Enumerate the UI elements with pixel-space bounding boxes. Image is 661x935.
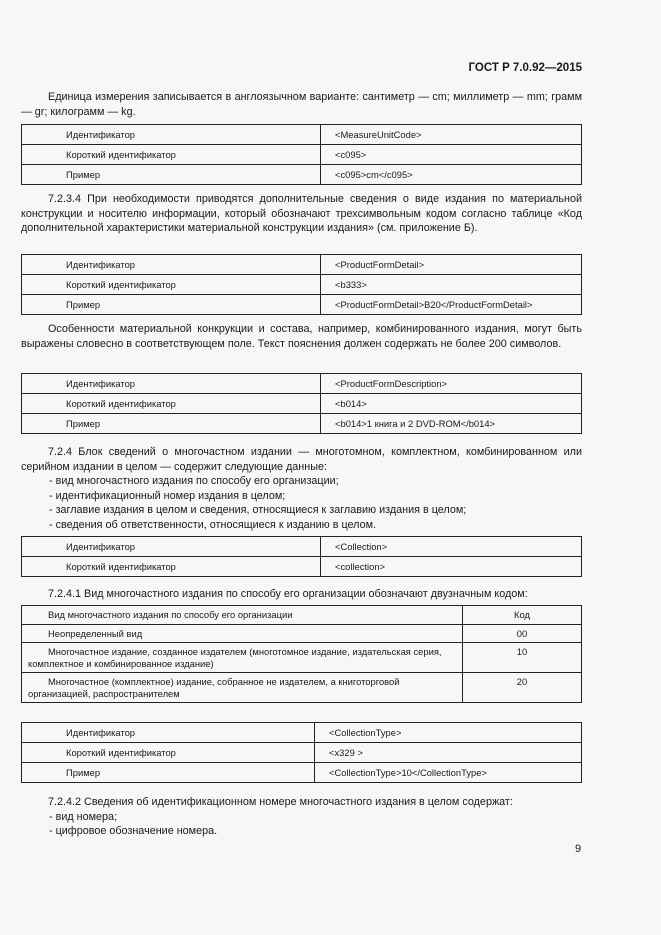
list-item: - цифровое обозначение номера. bbox=[49, 825, 218, 838]
cell-label: Пример bbox=[22, 414, 321, 434]
cell-label: Пример bbox=[22, 295, 321, 315]
table-row bbox=[22, 723, 582, 743]
header-cell: Код bbox=[463, 606, 582, 625]
paragraph-text: Единица измерения записывается в англоязычном варианте: сантиметр — cm; миллиметр — mm; грамм — gr; килограмм — kg. bbox=[21, 91, 582, 118]
paragraph-7-2-4-2 bbox=[21, 795, 582, 839]
cell-type: Многочастное издание, созданное издателем (многотомное издание, издательская серия, комплектное и комбинированное издание) bbox=[22, 643, 463, 673]
list-item: - сведения об ответственности, относящиеся к изданию в целом. bbox=[49, 518, 377, 531]
cell-value: <b014>1 книга и 2 DVD-ROM</b014> bbox=[321, 414, 582, 434]
paragraph-text: 7.2.4.2 Сведения об идентификационном номере многочастного издания в целом содержат: bbox=[48, 796, 513, 808]
cell-value: <Collection> bbox=[321, 537, 582, 557]
table-row bbox=[22, 537, 582, 557]
table-row bbox=[22, 165, 582, 185]
cell-label: Пример bbox=[22, 763, 315, 783]
paragraph-7-2-4-1 bbox=[21, 587, 582, 602]
table-row bbox=[22, 394, 582, 414]
table-row bbox=[22, 414, 582, 434]
cell-code: 20 bbox=[463, 673, 582, 703]
table-row bbox=[22, 673, 582, 703]
cell-value: <b333> bbox=[321, 275, 582, 295]
page-number: 9 bbox=[575, 843, 582, 855]
paragraph-text: Особенности материальной конкрукции и состава, например, комбинированного издания, могут быть выражены словесно в соответствующем поле. Текст пояснения должен содержать не более 200 символов. bbox=[21, 323, 582, 350]
cell-type: Неопределенный вид bbox=[22, 624, 463, 643]
document-header: ГОСТ Р 7.0.92—2015 bbox=[468, 62, 582, 74]
cell-value: <c095>cm</c095> bbox=[321, 165, 582, 185]
cell-label: Короткий идентификатор bbox=[22, 743, 315, 763]
cell-label: Идентификатор bbox=[22, 374, 321, 394]
paragraph-units bbox=[21, 90, 582, 119]
table-row bbox=[22, 743, 582, 763]
cell-label: Короткий идентификатор bbox=[22, 145, 321, 165]
paragraph-7-2-4 bbox=[21, 445, 582, 533]
table-row bbox=[22, 125, 582, 145]
cell-label: Идентификатор bbox=[22, 537, 321, 557]
cell-value: <b014> bbox=[321, 394, 582, 414]
table-row bbox=[22, 145, 582, 165]
table-row bbox=[22, 557, 582, 577]
table-row bbox=[22, 624, 582, 643]
cell-value: <ProductFormDescription> bbox=[321, 374, 582, 394]
cell-label: Идентификатор bbox=[22, 125, 321, 145]
list-item: - вид многочастного издания по способу его организации; bbox=[49, 475, 339, 488]
table-row bbox=[22, 374, 582, 394]
list-item: - идентификационный номер издания в целом; bbox=[49, 489, 286, 502]
table-collection-type bbox=[21, 722, 582, 783]
cell-label: Короткий идентификатор bbox=[22, 557, 321, 577]
cell-label: Короткий идентификатор bbox=[22, 275, 321, 295]
cell-value: <c095> bbox=[321, 145, 582, 165]
table-row bbox=[22, 255, 582, 275]
table-row bbox=[22, 763, 582, 783]
cell-code: 00 bbox=[463, 624, 582, 643]
table-product-form-description bbox=[21, 373, 582, 434]
cell-value: <CollectionType> bbox=[315, 723, 582, 743]
list-item: - вид номера; bbox=[49, 810, 118, 823]
table-product-form-detail bbox=[21, 254, 582, 315]
paragraph-7-2-3-4 bbox=[21, 192, 582, 236]
list-item: - заглавие издания в целом и сведения, относящиеся к заглавию издания в целом; bbox=[49, 504, 467, 517]
cell-label: Идентификатор bbox=[22, 255, 321, 275]
cell-value: <collection> bbox=[321, 557, 582, 577]
paragraph-text: 7.2.4 Блок сведений о многочастном издании — многотомном, комплектном, комбинированном или серийном издании в целом — содержит следующие данные: bbox=[21, 446, 582, 473]
table-measure-unit bbox=[21, 124, 582, 185]
cell-value: <CollectionType>10</CollectionType> bbox=[315, 763, 582, 783]
cell-value: <MeasureUnitCode> bbox=[321, 125, 582, 145]
cell-label: Идентификатор bbox=[22, 723, 315, 743]
header-cell: Вид многочастного издания по способу его организации bbox=[22, 606, 463, 625]
cell-value: <ProductFormDetail> bbox=[321, 255, 582, 275]
paragraph-text: 7.2.4.1 Вид многочастного издания по способу его организации обозначают двузначным кодом: bbox=[48, 588, 528, 600]
paragraph-text: 7.2.3.4 При необходимости приводятся дополнительные сведения о виде издания по материальной конструкции и носителю информации, который обозначают трехсимвольным кодом согласно таблице «Код дополнительной характеристики материальной конструкции издания» (см. приложение Б). bbox=[21, 193, 582, 235]
table-row bbox=[22, 643, 582, 673]
cell-code: 10 bbox=[463, 643, 582, 673]
table-row bbox=[22, 275, 582, 295]
cell-label: Короткий идентификатор bbox=[22, 394, 321, 414]
cell-type: Многочастное (комплектное) издание, собранное не издателем, а книготорговой организацией, распространителем bbox=[22, 673, 463, 703]
table-collection bbox=[21, 536, 582, 577]
cell-value: <ProductFormDetail>B20</ProductFormDetail> bbox=[321, 295, 582, 315]
table-row bbox=[22, 295, 582, 315]
table-header-row bbox=[22, 606, 582, 625]
cell-value: <x329 > bbox=[315, 743, 582, 763]
cell-label: Пример bbox=[22, 165, 321, 185]
paragraph-features bbox=[21, 322, 582, 351]
table-collection-type-codes bbox=[21, 605, 582, 703]
